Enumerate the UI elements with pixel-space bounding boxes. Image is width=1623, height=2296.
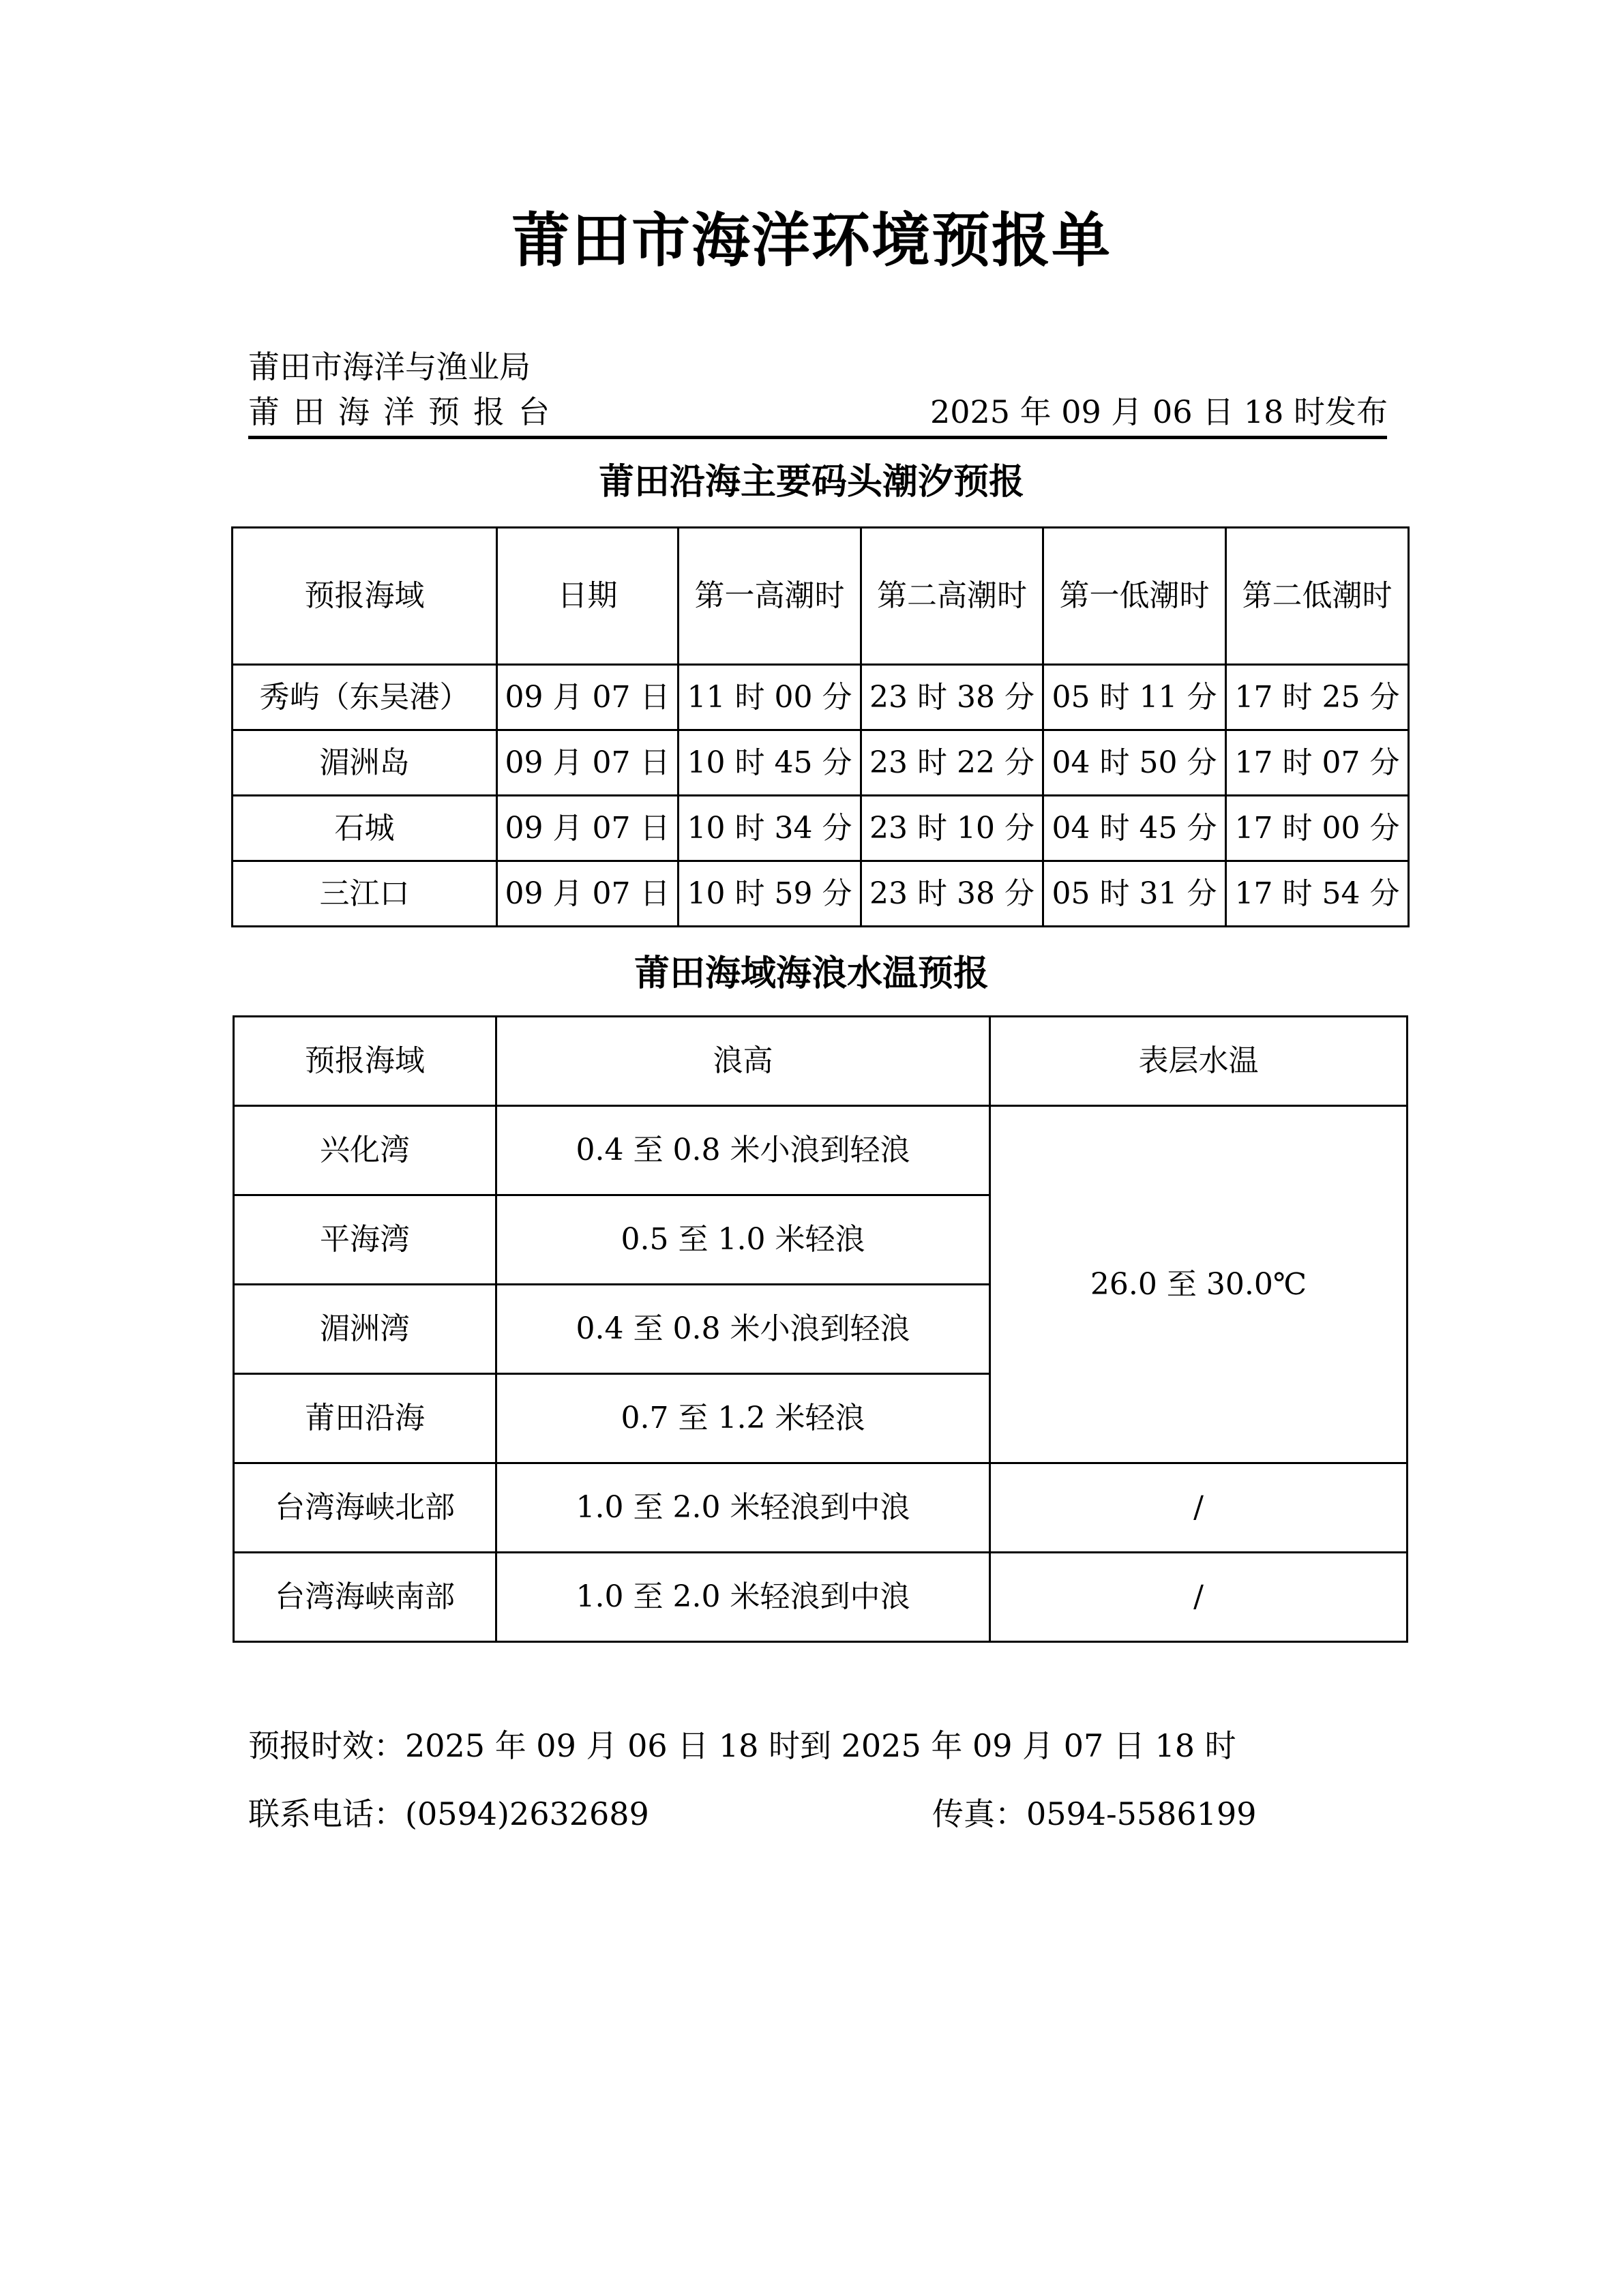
issue-time: 2025 年 09 月 06 日 18 时发布: [929, 393, 1388, 430]
wave-cell-area: 台湾海峡北部: [234, 1463, 496, 1553]
wave-header-temp: 表层水温: [990, 1017, 1408, 1106]
tide-cell-date: 09 月 07 日: [497, 730, 679, 796]
tide-cell-high1: 10 时 59 分: [679, 861, 861, 927]
wave-cell-height: 0.7 至 1.2 米轻浪: [496, 1374, 990, 1463]
wave-cell-height: 1.0 至 2.0 米轻浪到中浪: [496, 1463, 990, 1553]
table-row: [233, 796, 1409, 861]
tide-cell-date: 09 月 07 日: [497, 665, 679, 730]
tide-cell-high1: 11 时 00 分: [679, 665, 861, 730]
tide-cell-low2: 17 时 54 分: [1226, 861, 1409, 927]
tide-cell-high2: 23 时 38 分: [861, 665, 1043, 730]
tide-cell-high1: 10 时 45 分: [679, 730, 861, 796]
wave-cell-area: 台湾海峡南部: [234, 1553, 496, 1642]
tide-cell-low1: 05 时 31 分: [1043, 861, 1226, 927]
tide-cell-low1: 05 时 11 分: [1043, 665, 1226, 730]
tide-header-area: 预报海域: [233, 528, 497, 665]
table-row: [233, 861, 1409, 927]
tide-cell-area: 石城: [233, 796, 497, 861]
wave-cell-height: 0.5 至 1.0 米轻浪: [496, 1195, 990, 1285]
wave-header-row: [234, 1017, 1408, 1106]
wave-cell-area: 莆田沿海: [234, 1374, 496, 1463]
wave-temperature-table: [233, 1015, 1408, 1643]
table-row: [233, 665, 1409, 730]
tide-cell-area: 湄洲岛: [233, 730, 497, 796]
wave-header-area: 预报海域: [234, 1017, 496, 1106]
table-row: [234, 1463, 1408, 1553]
tide-cell-area: 三江口: [233, 861, 497, 927]
tide-header-date: 日期: [497, 528, 679, 665]
wave-cell-area: 平海湾: [234, 1195, 496, 1285]
tide-cell-low1: 04 时 45 分: [1043, 796, 1226, 861]
tide-cell-area: 秀屿（东吴港）: [233, 665, 497, 730]
tide-cell-high1: 10 时 34 分: [679, 796, 861, 861]
wave-cell-temp: /: [990, 1553, 1408, 1642]
tide-header-high2: 第二高潮时: [861, 528, 1043, 665]
tide-cell-low2: 17 时 25 分: [1226, 665, 1409, 730]
tide-cell-low2: 17 时 00 分: [1226, 796, 1409, 861]
wave-cell-area: 湄洲湾: [234, 1285, 496, 1374]
header-divider: [248, 436, 1387, 439]
wave-cell-temp: /: [990, 1463, 1408, 1553]
wave-cell-height: 0.4 至 0.8 米小浪到轻浪: [496, 1106, 990, 1195]
document-title: 莆田市海洋环境预报单: [511, 207, 1112, 275]
tide-cell-low1: 04 时 50 分: [1043, 730, 1226, 796]
tide-header-low2: 第二低潮时: [1226, 528, 1409, 665]
wave-cell-area: 兴化湾: [234, 1106, 496, 1195]
wave-section-title: 莆田海域海浪水温预报: [634, 953, 989, 994]
contact-fax: 传真：0594-5586199: [932, 1795, 1257, 1832]
tide-cell-high2: 23 时 38 分: [861, 861, 1043, 927]
table-row: [234, 1106, 1408, 1195]
table-row: [233, 730, 1409, 796]
forecast-station: 莆田海洋预报台: [248, 393, 563, 430]
wave-header-height: 浪高: [496, 1017, 990, 1106]
table-row: [234, 1553, 1408, 1642]
tide-cell-high2: 23 时 22 分: [861, 730, 1043, 796]
wave-cell-shared-temp: 26.0 至 30.0℃: [990, 1106, 1408, 1463]
tide-cell-date: 09 月 07 日: [497, 861, 679, 927]
tide-header-low1: 第一低潮时: [1043, 528, 1226, 665]
contact-phone: 联系电话：(0594)2632689: [248, 1795, 649, 1832]
tide-cell-high2: 23 时 10 分: [861, 796, 1043, 861]
wave-cell-height: 0.4 至 0.8 米小浪到轻浪: [496, 1285, 990, 1374]
issuing-organization: 莆田市海洋与渔业局: [248, 348, 531, 385]
tide-section-title: 莆田沿海主要码头潮汐预报: [598, 462, 1024, 503]
tide-cell-low2: 17 时 07 分: [1226, 730, 1409, 796]
tide-table: [231, 526, 1410, 927]
forecast-validity: 预报时效：2025 年 09 月 06 日 18 时到 2025 年 09 月 07 日 18 时: [248, 1727, 1236, 1764]
tide-cell-date: 09 月 07 日: [497, 796, 679, 861]
tide-header-row: [233, 528, 1409, 665]
wave-cell-height: 1.0 至 2.0 米轻浪到中浪: [496, 1553, 990, 1642]
tide-header-high1: 第一高潮时: [679, 528, 861, 665]
